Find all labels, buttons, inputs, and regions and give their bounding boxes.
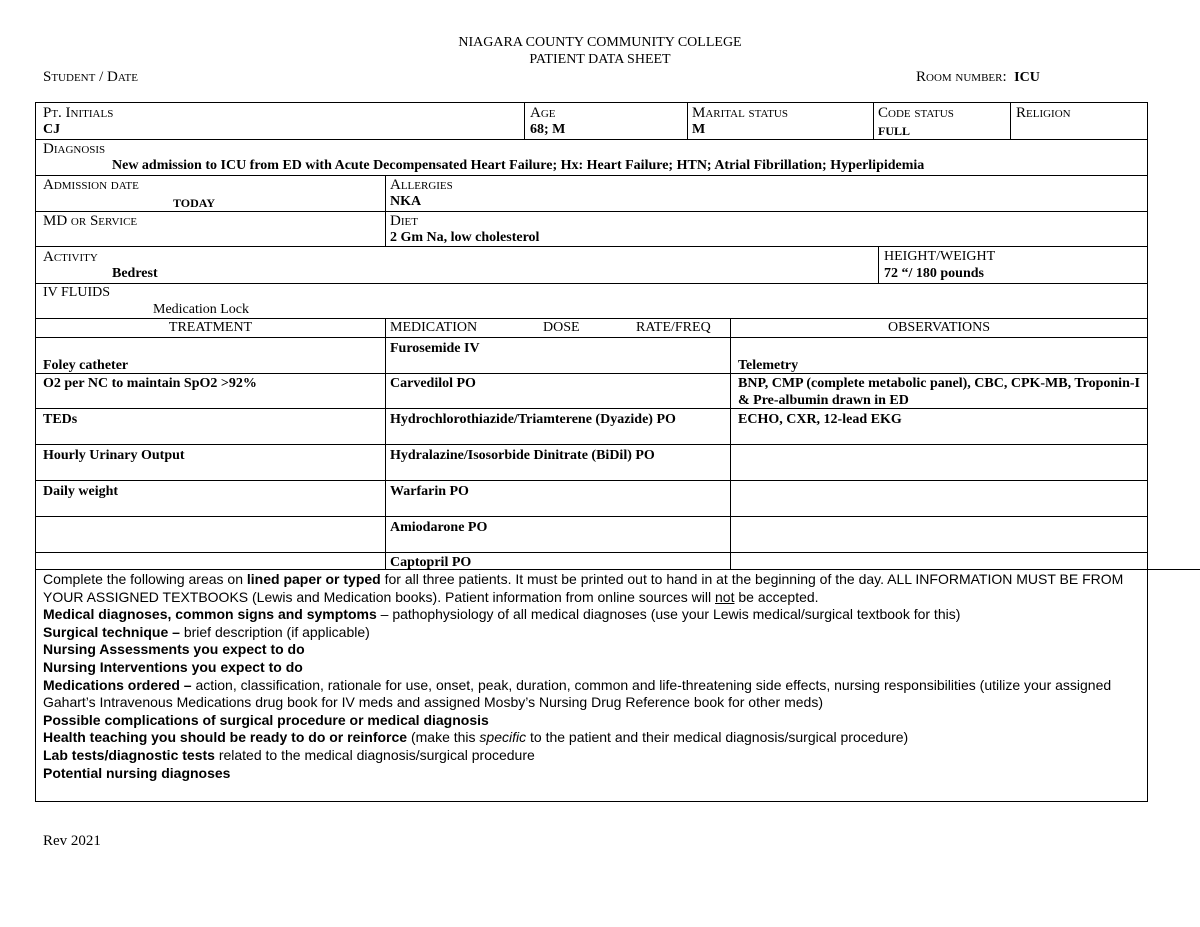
- medication-cell: Amiodarone PO: [390, 520, 488, 535]
- grid-line: [687, 102, 688, 139]
- instruction-health-teaching: Health teaching you should be ready to do or reinforce (make this specific to the patient and their medical diagnosis/surgical procedure): [43, 729, 909, 746]
- grid-line: [524, 102, 525, 139]
- rate-freq-header: RATE/FREQ: [636, 320, 711, 335]
- activity-value: Bedrest: [112, 266, 158, 281]
- diagnosis-label: Diagnosis: [43, 141, 106, 157]
- treatment-cell: TEDs: [43, 412, 78, 427]
- sheet-title: PATIENT DATA SHEET: [529, 52, 671, 67]
- room-number: [916, 69, 1040, 86]
- medication-header: MEDICATION: [390, 320, 478, 335]
- instruction-medications: Medications ordered – action, classification, rationale for use, onset, peak, duration, common and life-threatening side effects, nursing responsibilities (utilize your assigned Gahart’s Intravenous Medications drug book for IV meds and assigned Mosby’s Nursing Drug Reference book for other meds): [43, 676, 1112, 711]
- observation-cell: ECHO, CXR, 12-lead EKG: [738, 412, 902, 427]
- age-value: 68; M: [530, 122, 566, 137]
- treatment-cell: Foley catheter: [43, 358, 129, 373]
- grid-line: [878, 246, 879, 283]
- diet-label: Diet: [390, 213, 418, 229]
- diagnosis-value: New admission to ICU from ED with Acute Decompensated Heart Failure; Hx: Heart Failure; HTN; Atrial Fibrillation; Hyperlipidemia: [112, 158, 925, 173]
- grid-line: [35, 444, 1148, 445]
- initials-value: CJ: [43, 122, 61, 137]
- md-service-label: MD or Service: [43, 213, 138, 229]
- religion-label: Religion: [1016, 105, 1071, 121]
- admission-date-value: TODAY: [173, 196, 216, 210]
- iv-fluids-value: Medication Lock: [153, 302, 250, 317]
- observation-cell: Telemetry: [738, 358, 799, 373]
- instructions: [43, 571, 1143, 782]
- grid-line: [35, 283, 1148, 284]
- instruction-medical-diagnoses: Medical diagnoses, common signs and symptoms – pathophysiology of all medical diagnoses (use your Lewis medical/surgical textbook for this): [43, 606, 961, 623]
- grid-line: [35, 175, 1148, 176]
- height-weight-label: HEIGHT/WEIGHT: [884, 249, 996, 264]
- treatment-cell: O2 per NC to maintain SpO2 >92%: [43, 376, 257, 391]
- room-number-label: Room number:: [916, 69, 1007, 85]
- instruction-complications: Possible complications of surgical procedure or medical diagnosis: [43, 711, 489, 728]
- marital-status-label: Marital status: [692, 105, 788, 121]
- treatment-cell: Daily weight: [43, 484, 119, 499]
- grid-line: [35, 552, 1148, 553]
- revision-label: Rev 2021: [43, 833, 101, 849]
- observations-header: OBSERVATIONS: [887, 320, 991, 335]
- grid-line: [35, 337, 1148, 338]
- grid-line: [385, 175, 386, 246]
- medication-cell: Hydrochlorothiazide/Triamterene (Dyazide) PO: [390, 412, 676, 427]
- instruction-nursing-diagnoses: Potential nursing diagnoses: [43, 764, 231, 781]
- height-weight-value: 72 “/ 180 pounds: [884, 266, 984, 281]
- grid-line: [873, 102, 874, 139]
- grid-line: [385, 318, 386, 569]
- observation-cell: BNP, CMP (complete metabolic panel), CBC, CPK-MB, Troponin-I & Pre-albumin drawn in ED: [738, 376, 1140, 408]
- code-status-label: Code status: [878, 105, 954, 121]
- grid-line: [35, 801, 1148, 802]
- admission-date-label: Admission date: [43, 177, 139, 193]
- treatment-header: TREATMENT: [168, 320, 253, 335]
- activity-label: Activity: [43, 249, 98, 265]
- treatment-cell: Hourly Urinary Output: [43, 448, 185, 463]
- code-status-value: FULL: [878, 124, 911, 138]
- grid-line: [1147, 102, 1148, 802]
- grid-line: [35, 516, 1148, 517]
- grid-line: [730, 318, 731, 569]
- instruction-nursing-interventions: Nursing Interventions you expect to do: [43, 658, 303, 675]
- instructions-intro: Complete the following areas on lined paper or typed for all three patients. It must be printed out to hand in at the beginning of the day. ALL INFORMATION MUST BE FROM YOUR ASSIGNED TEXTBOOKS (Lewis and Medication books). Patient information from online sources will not be accepted.: [43, 571, 1124, 605]
- instruction-lab-tests: Lab tests/diagnostic tests related to the medical diagnosis/surgical procedure: [43, 746, 535, 763]
- grid-line: [35, 318, 1148, 319]
- medication-cell: Warfarin PO: [390, 484, 469, 499]
- diet-value: 2 Gm Na, low cholesterol: [390, 230, 540, 245]
- grid-line: [35, 480, 1148, 481]
- grid-line: [35, 139, 1148, 140]
- allergies-label: Allergies: [390, 177, 453, 193]
- instruction-nursing-assessments: Nursing Assessments you expect to do: [43, 641, 305, 658]
- room-number-value: ICU: [1014, 70, 1040, 85]
- grid-line: [35, 211, 1148, 212]
- medication-cell: Carvedilol PO: [390, 376, 476, 391]
- medication-cell: Hydralazine/Isosorbide Dinitrate (BiDil) PO: [390, 448, 655, 463]
- grid-line: [1010, 102, 1011, 139]
- allergies-value: NKA: [390, 194, 422, 209]
- medication-cell: Captopril PO: [390, 555, 472, 570]
- age-label: Age: [530, 105, 556, 121]
- grid-line: [35, 102, 36, 802]
- student-date-label: Student / Date: [43, 69, 138, 85]
- grid-line: [35, 246, 1148, 247]
- instruction-surgical-technique: Surgical technique – brief description (if applicable): [43, 623, 370, 640]
- college-name: NIAGARA COUNTY COMMUNITY COLLEGE: [458, 35, 742, 50]
- dose-header: DOSE: [543, 320, 580, 335]
- initials-label: Pt. Initials: [43, 105, 114, 121]
- grid-line: [35, 102, 1148, 103]
- marital-status-value: M: [692, 122, 706, 137]
- iv-fluids-label: IV FLUIDS: [43, 285, 111, 300]
- medication-cell: Furosemide IV: [390, 341, 480, 356]
